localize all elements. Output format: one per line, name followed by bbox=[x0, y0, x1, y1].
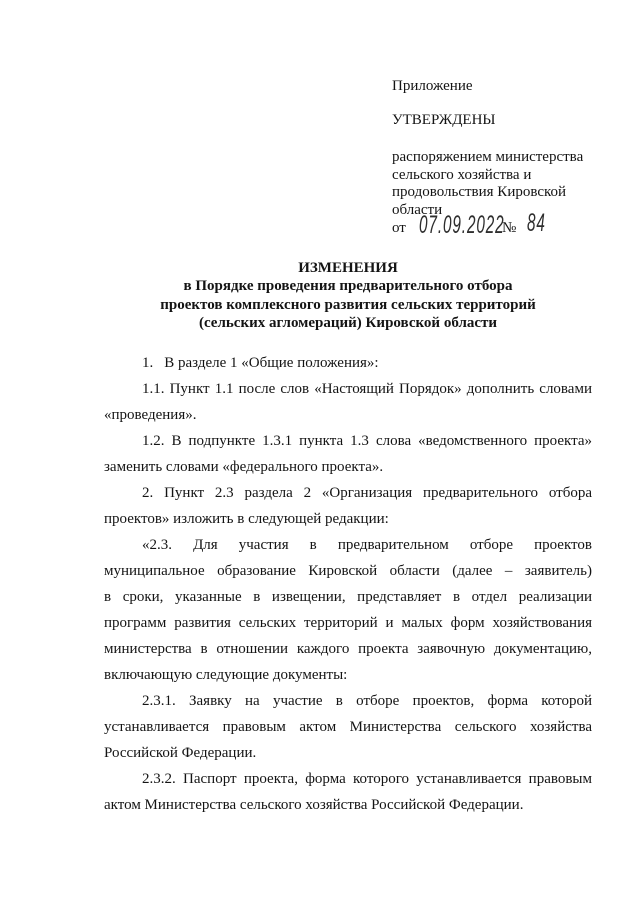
paragraph-line: устанавливается правовым актом Министерства сельского хозяйства bbox=[104, 719, 592, 735]
number-sign: № bbox=[502, 220, 517, 236]
title-line: (сельских агломераций) Кировской области bbox=[198, 314, 498, 331]
paragraph-line: 1.2. В подпункте 1.3.1 пункта 1.3 слова «ведомственного проекта» bbox=[142, 433, 592, 449]
paragraph-line: актом Министерства сельского хозяйства Российской Федерации. bbox=[104, 797, 524, 813]
handwritten-number: 84 bbox=[527, 209, 546, 238]
paragraph-text: В разделе 1 «Общие положения»: bbox=[164, 355, 379, 371]
order-line: продовольствия Кировской bbox=[392, 184, 567, 201]
title-line: в Порядке проведения предварительного отбора bbox=[183, 278, 513, 295]
paragraph-line: заменить словами «федерального проекта». bbox=[104, 459, 384, 475]
paragraph-line: Российской Федерации. bbox=[104, 745, 257, 761]
paragraph-number: 1. bbox=[142, 355, 154, 371]
paragraph-line bbox=[104, 350, 592, 376]
paragraph-line: 2.3.2. Паспорт проекта, форма которого устанавливается правовым bbox=[142, 771, 592, 787]
title-line: проектов комплексного развития сельских территорий bbox=[160, 296, 536, 313]
paragraph-line: 2. Пункт 2.3 раздела 2 «Организация предварительного отбора bbox=[142, 485, 592, 501]
paragraph-line: 1.1. Пункт 1.1 после слов «Настоящий Порядок» дополнить словами bbox=[142, 381, 592, 397]
paragraph-line: программ развития сельских территорий и малых форм хозяйствования bbox=[104, 615, 592, 631]
handwritten-date: 07.09.2022 bbox=[419, 211, 505, 240]
document-body bbox=[104, 350, 592, 818]
document-title bbox=[104, 259, 592, 332]
order-reference bbox=[392, 149, 583, 220]
paragraph-line: «2.3. Для участия в предварительном отборе проектов bbox=[142, 537, 592, 553]
paragraph-line: 2.3.1. Заявку на участие в отборе проектов, форма которой bbox=[142, 693, 592, 709]
paragraph-line: в сроки, указанные в извещении, представляет в отдел реализации bbox=[104, 589, 592, 605]
order-line: распоряжением министерства bbox=[392, 149, 584, 165]
order-line: сельского хозяйства и bbox=[392, 166, 532, 183]
appendix-label: Приложение bbox=[392, 78, 473, 94]
paragraph-line: муниципальное образование Кировской области (далее – заявитель) bbox=[104, 563, 592, 579]
approval-block bbox=[392, 0, 622, 250]
paragraph-line: министерства в отношении каждого проекта заявочную документацию, bbox=[104, 641, 592, 657]
approved-label: УТВЕРЖДЕНЫ bbox=[392, 112, 496, 128]
date-prefix: от bbox=[392, 220, 406, 236]
paragraph-line: проектов» изложить в следующей редакции: bbox=[104, 511, 389, 527]
paragraph-line: «проведения». bbox=[104, 407, 197, 423]
order-line: области bbox=[392, 202, 443, 219]
paragraph-line: включающую следующие документы: bbox=[104, 667, 348, 683]
title-heading: ИЗМЕНЕНИЯ bbox=[298, 260, 398, 276]
